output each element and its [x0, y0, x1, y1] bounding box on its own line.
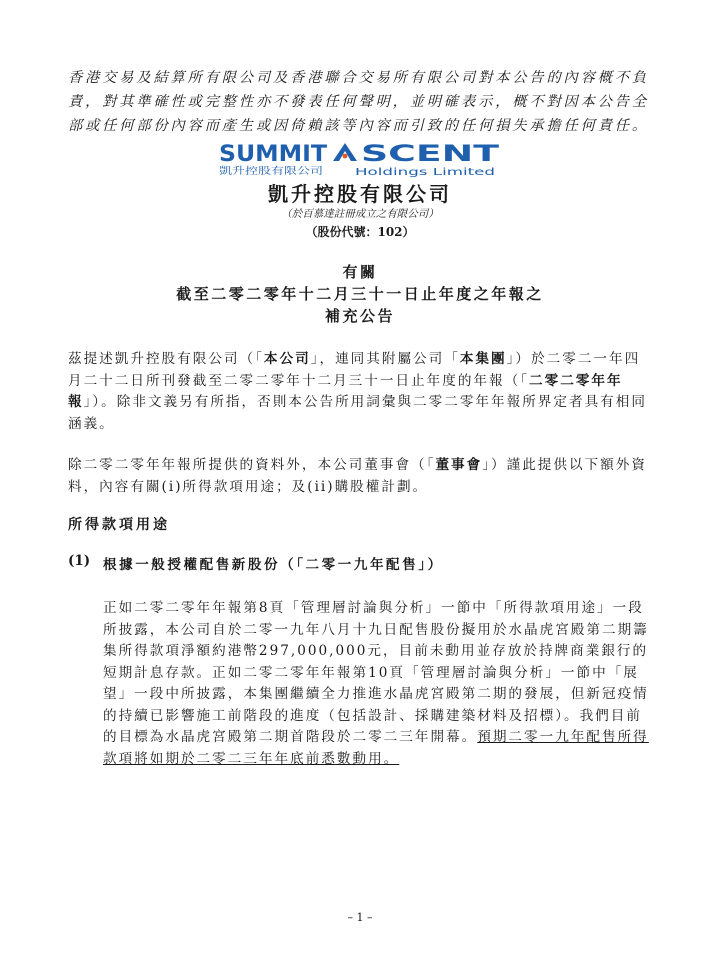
logo-word-scent: SCENT [361, 142, 499, 167]
logo-dot [343, 154, 348, 159]
logo-word-summit: SUMMIT [219, 142, 327, 167]
disclaimer: 香港交易及結算所有限公司及香港聯合交易所有限公司對本公告的內容概不負責，對其準確性或完整性亦不發表任何聲明，並明確表示，概不對因本公告全部或任何部份內容而產生或因倚賴該等內容而引致的任何損失承擔任何責任。 [68, 70, 649, 134]
title-line-2: 截至二零二零年十二月三十一日止年度之年報之 [176, 285, 544, 303]
subsection-title: 根據一般授權配售新股份（「二零一九年配售」） [103, 557, 444, 573]
title-line-1: 有關 [342, 263, 378, 281]
company-name: 凱升控股有限公司 [268, 182, 452, 206]
intro-paragraph: 茲提述凱升控股有限公司（「本公司」，連同其附屬公司「本集團」）於二零二一年四月二十二日所刊發截至二零二零年十二月三十一日止年度的年報（「二零二零年年報」）。除非文義另有所指，否則本公告所用詞彙與二零二零年年報所界定者具有相同涵義。 [68, 351, 647, 432]
underlined-statement: 預期二零一九年配售所得款項將如期於二零二三年年底前悉數動用。 [103, 729, 649, 767]
logo-chinese: 凱升控股有限公司 [219, 166, 296, 177]
logo-english: Holdings Limited [355, 167, 495, 178]
incorporation-note: （於百慕達註冊成立之有限公司） [281, 208, 439, 220]
title-line-3: 補充公告 [324, 307, 395, 325]
page-number: – 1 – [347, 911, 373, 924]
subsection-number: (1) [68, 553, 91, 569]
stock-code: （股份代號：102） [305, 225, 415, 239]
proceeds-paragraph: 正如二零二零年年報第8頁「管理層討論與分析」一節中「所得款項用途」一段所披露，本公司自於二零一九年八月十九日配售股份擬用於水晶虎宮殿第二期籌集所得款項淨額約港幣297,000,000元，目前未動用並存放於持牌商業銀行的短期計息存款。正如二零二零年年報第10頁「管理層討論與分析」一節中「展望」一段中所披露，本集團繼續全力推進水晶虎宮殿第二期的發展，但新冠疫情的持續已影響施工前階段的進度（包括設計、採購建築材料及招標）。我們目前的目標為水晶虎宮殿第二期首階段於二零二三年開幕。預期二零一九年配售所得款項將如期於二零二三年年底前悉數動用。 [103, 600, 649, 767]
announcement-title [0, 261, 720, 327]
supplement-paragraph: 除二零二零年年報所提供的資料外，本公司董事會（「董事會」）謹此提供以下額外資料，內容有關(i)所得款項用途；及(ii)購股權計劃。 [68, 457, 647, 495]
company-logo [219, 140, 501, 180]
section-heading: 所得款項用途 [68, 517, 170, 533]
